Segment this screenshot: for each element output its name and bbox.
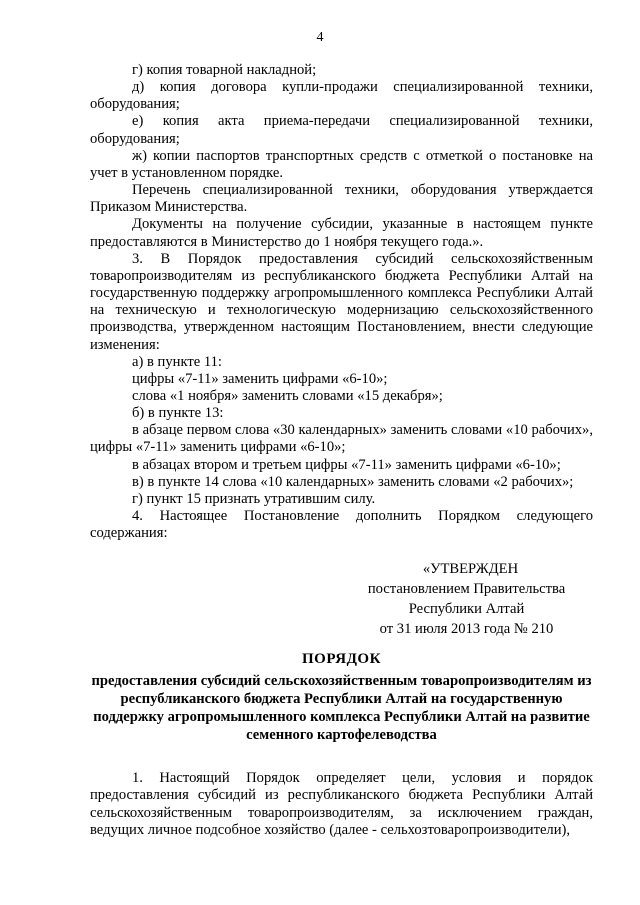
approval-line-date: от 31 июля 2013 года № 210	[379, 621, 554, 637]
paragraph-equipment-list: Перечень специализированной техники, оборудования утверждается Приказом Министерства.	[90, 182, 593, 216]
procedure-title	[90, 650, 593, 744]
paragraph-sub-a-words: слова «1 ноября» заменить словами «15 декабря»;	[132, 387, 443, 404]
paragraph-item-g-invoice: г) копия товарной накладной;	[132, 62, 317, 78]
page-number: 4	[316, 30, 324, 45]
paragraph-sub-g: г) пункт 15 признать утратившим силу.	[132, 490, 376, 507]
procedure-title-subtitle: предоставления субсидий сельскохозяйственным товаропроизводителям из республиканского бюджета Республики Алтай на государственную поддержку агропромышленного комплекса Республики Алтай на развитие семенного картофелеводства	[91, 673, 592, 743]
paragraph-documents-deadline: Документы на получение субсидии, указанные в настоящем пункте предоставляются в Министерство до 1 ноября текущего года.».	[90, 216, 593, 250]
paragraph-procedure-clause-1: 1. Настоящий Порядок определяет цели, условия и порядок предоставления субсидий из республиканского бюджета Республики Алтай сельскохозяйственным товаропроизводителям, за исключением граждан, ведущих личное подсобное хозяйство (далее - сельхозтоваропроизводители),	[90, 770, 593, 838]
paragraph-clause-3: 3. В Порядок предоставления субсидий сельскохозяйственным товаропроизводителям из республиканского бюджета Республики Алтай на государственную поддержку агропромышленного комплекса Республики Алтай на техническую и технологическую модернизацию сельскохозяйственного производства, утвержденном настоящим Постановлением, внести следующие изменения:	[90, 250, 593, 353]
paragraph-sub-b-first: в абзаце первом слова «30 календарных» заменить словами «10 рабочих», цифры «7-11» заменить цифрами «6-10»;	[90, 422, 593, 456]
paragraph-sub-a-digits: цифры «7-11» заменить цифрами «6-10»;	[132, 370, 388, 387]
paragraph-sub-b: б) в пункте 13:	[132, 405, 224, 422]
procedure-body-text	[90, 770, 593, 839]
procedure-title-main: ПОРЯДОК	[302, 651, 381, 667]
approval-line-resolution: постановлением Правительства	[367, 581, 566, 597]
paragraph-item-e-act: е) копия акта приема-передачи специализированной техники, оборудования;	[90, 113, 593, 147]
amendments-text	[90, 62, 593, 542]
approval-line-republic: Республики Алтай	[408, 601, 525, 617]
paragraph-sub-v: в) в пункте 14 слова «10 календарных» заменить словами «2 рабочих»;	[132, 473, 574, 490]
paragraph-item-zh-passports: ж) копии паспортов транспортных средств с отметкой о постановке на учет в установленном порядке.	[90, 147, 593, 181]
paragraph-clause-4: 4. Настоящее Постановление дополнить Порядком следующего содержания:	[90, 508, 593, 542]
paragraph-sub-b-second-third: в абзацах втором и третьем цифры «7-11» заменить цифрами «6-10»;	[132, 456, 561, 473]
approval-line-approved: «УТВЕРЖДЕН	[422, 561, 519, 577]
approval-stamp-block	[340, 559, 593, 639]
paragraph-sub-a: а) в пункте 11:	[132, 353, 222, 370]
paragraph-item-d-contract: д) копия договора купли-продажи специализированной техники, оборудования;	[90, 79, 593, 113]
